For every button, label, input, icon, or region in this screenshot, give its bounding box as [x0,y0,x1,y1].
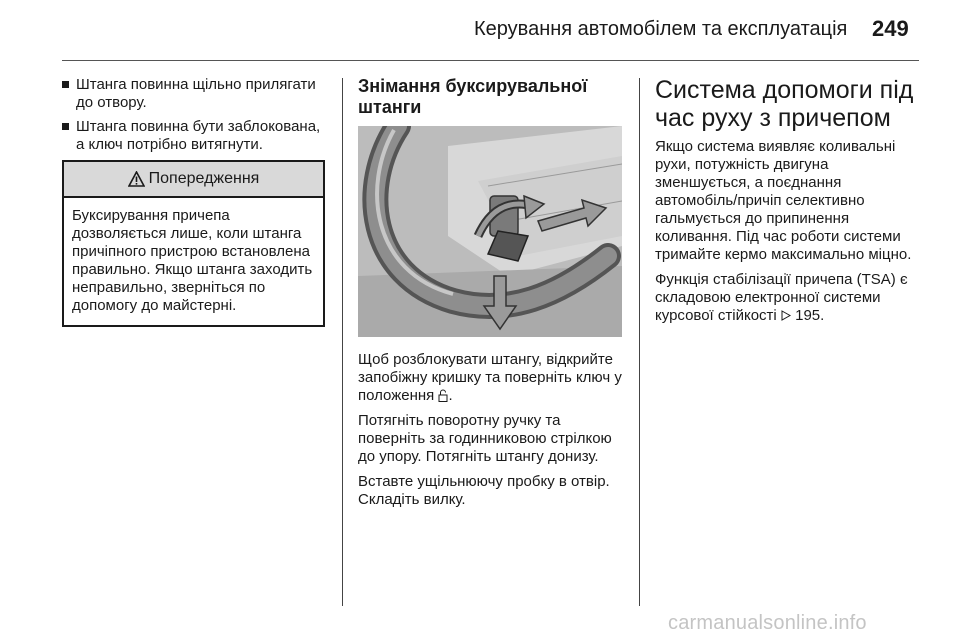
column-1 [62,76,327,327]
paragraph-unlock-end: . [448,387,453,404]
column-divider-left [342,78,343,606]
page-number: 249 [872,16,909,41]
paragraph-unlock-text: Щоб розблокувати штангу, відкрийте запобіжну кришку та поверніть ключ у положення [358,351,622,404]
tow-bar-removal-illustration [358,126,622,337]
warning-header [64,162,323,198]
bullet-item [62,118,327,154]
section-heading-trailer-assist: Система допомоги під час руху з причепом [655,76,914,132]
warning-triangle-icon [128,171,145,187]
paragraph-oscillation: Якщо система виявляє коливальні рухи, потужність двигуна зменшується, а поєднання автомобіль/причіп селективно гальмується до припинення коливання. Під час роботи системи тримайте кермо максимально міцно. [655,138,912,263]
square-bullet-icon [62,81,69,88]
paragraph-unlock [358,351,628,405]
page-reference-link[interactable]: 195. [795,307,825,324]
header-rule [62,60,919,61]
page-header-title: Керування автомобілем та експлуатація [474,18,848,40]
section-heading-removal: Знімання буксирувальної штанги [358,76,588,117]
paragraph-insert-plug: Вставте ущільнюючу пробку в отвір. Складіть вилку. [358,473,610,508]
bullet-text: Штанга повинна щільно прилягати до отвору. [76,76,316,111]
unlocked-keyhole-icon [438,389,448,402]
bullet-text: Штанга повинна бути заблокована, а ключ потрібно витягнути. [76,118,321,153]
column-3 [655,76,925,332]
page-reference-icon[interactable] [781,310,791,321]
watermark: carmanualsonline.info [668,612,867,634]
column-divider-right [639,78,640,606]
bullet-item [62,76,327,112]
warning-title: Попередження [148,170,260,187]
square-bullet-icon [62,123,69,130]
warning-text: Буксирування причепа дозволяється лише, коли штанга причіпного пристрою встановлена правильно. Якщо штанга заходить неправильно, зверніться по допомогу до майстерні. [72,207,313,314]
tow-bar-illustration-drawing [358,126,622,337]
paragraph-tsa-text: Функція стабілізації причепа (TSA) є складовою електронної системи курсової стійкості [655,271,908,324]
paragraph-pull-knob: Потягніть поворотну ручку та поверніть за годинниковою стрілкою до упору. Потягніть штангу донизу. [358,412,612,465]
paragraph-tsa [655,271,925,325]
warning-box [62,160,325,327]
bullet-list [62,76,327,154]
column-2 [358,76,628,516]
